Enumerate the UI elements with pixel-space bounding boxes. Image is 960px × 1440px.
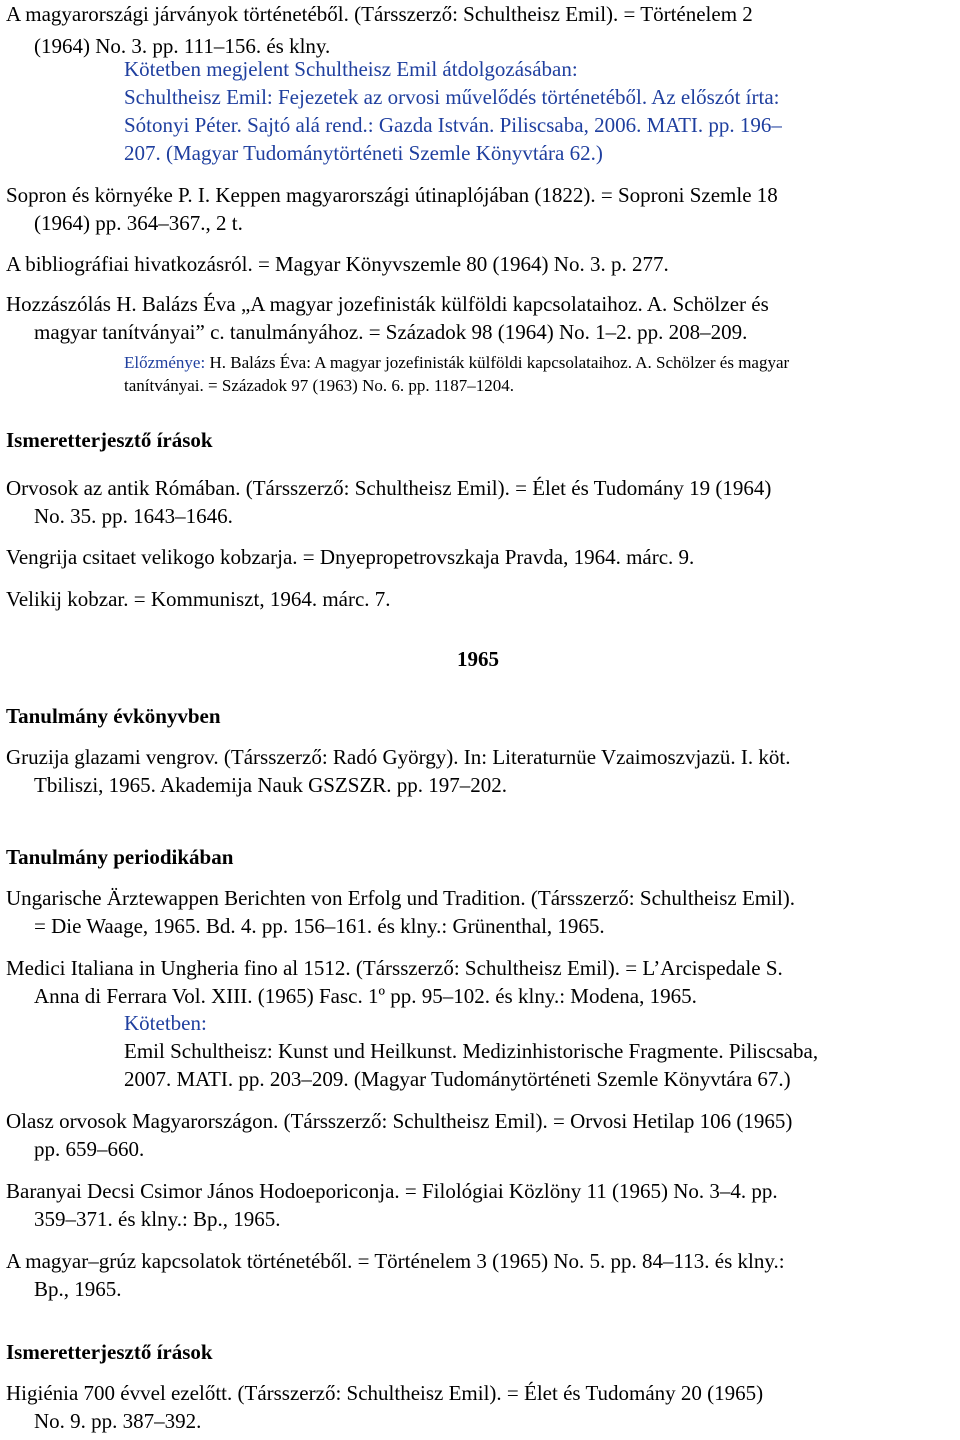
medici-kotetben-label: Kötetben: [124,1011,207,1035]
section-heading-tanulmany-periodikaban: Tanulmány periodikában [6,845,234,869]
kotetben-text-line3: 207. (Magyar Tudománytörténeti Szemle Könyvtára 62.) [124,141,603,165]
entry-baranyai-line2: 359–371. és klny.: Bp., 1965. [34,1207,281,1231]
entry-arztewappen-line2: = Die Waage, 1965. Bd. 4. pp. 156–161. és klny.: Grünenthal, 1965. [34,914,605,938]
entry-hozzaszolas-line2: magyar tanítványai” c. tanulmányához. = Századok 98 (1964) No. 1–2. pp. 208–209. [34,320,748,344]
entry-velikij: Velikij kobzar. = Kommuniszt, 1964. márc. 7. [6,587,391,611]
entry-orvosok-line1: Orvosok az antik Rómában. (Társszerző: Schultheisz Emil). = Élet és Tudomány 19 (1964) [6,476,772,500]
entry-orvosok-line2: No. 35. pp. 1643–1646. [34,504,233,528]
entry-gruzija-line2: Tbiliszi, 1965. Akademija Nauk GSZSZR. pp. 197–202. [34,773,508,797]
entry-magyar-gruz-line2: Bp., 1965. [34,1277,122,1301]
entry-vengrija: Vengrija csitaet velikogo kobzarja. = Dnyepropetrovszkaja Pravda, 1964. márc. 9. [6,545,695,569]
elozmenye-text: H. Balázs Éva: A magyar jozefinisták külföldi kapcsolataihoz. A. Schölzer és magyar [209,353,790,372]
kotetben-label: Kötetben megjelent Schultheisz Emil átdolgozásában: [124,57,578,81]
entry-sopron-line1: Sopron és környéke P. I. Keppen magyarországi útinaplójában (1822). = Soproni Szemle 18 [6,183,778,207]
entry-baranyai-line1: Baranyai Decsi Csimor János Hodoeporiconja. = Filológiai Közlöny 11 (1965) No. 3–4. pp. [6,1179,778,1203]
entry-higienia-line1: Higiénia 700 évvel ezelőtt. (Társszerző: Schultheisz Emil). = Élet és Tudomány 20 (1965) [6,1381,764,1405]
entry-medici-line2: Anna di Ferrara Vol. XIII. (1965) Fasc. 1º pp. 95–102. és klny.: Modena, 1965. [34,984,697,1008]
entry-arztewappen-line1: Ungarische Ärztewappen Berichten von Erfolg und Tradition. (Társszerző: Schultheisz Emil). [6,886,796,910]
entry-jarvanyok-line2: (1964) No. 3. pp. 111–156. és klny. [34,34,331,58]
entry-magyar-gruz-line1: A magyar–grúz kapcsolatok történetéből. = Történelem 3 (1965) No. 5. pp. 84–113. és klny.: [6,1249,785,1273]
kotetben-text-line2: Sótonyi Péter. Sajtó alá rend.: Gazda István. Piliscsaba, 2006. MATI. pp. 196– [124,113,782,137]
elozmenye-line2: tanítványai. = Századok 97 (1963) No. 6. pp. 1187–1204. [124,376,514,395]
entry-jarvanyok-line1: A magyarországi járványok történetéből. (Társszerző: Schultheisz Emil). = Történelem 2 [6,2,753,26]
year-heading-1965: 1965 [457,647,499,671]
entry-olasz-line2: pp. 659–660. [34,1137,145,1161]
kotetben-text-line1: Schultheisz Emil: Fejezetek az orvosi művelődés történetéből. Az előszót írta: [124,85,780,109]
section-heading-ismeretterjeszto-1965: Ismeretterjesztő írások [6,1340,213,1364]
entry-higienia-line2: No. 9. pp. 387–392. [34,1409,202,1433]
entry-medici-line1: Medici Italiana in Ungheria fino al 1512. (Társszerző: Schultheisz Emil). = L’Arcispedale S. [6,956,783,980]
entry-bibliografiai-line1: A bibliográfiai hivatkozásról. = Magyar Könyvszemle 80 (1964) No. 3. p. 277. [6,252,669,276]
entry-sopron-line2: (1964) pp. 364–367., 2 t. [34,211,243,235]
section-heading-ismeretterjeszto-1964: Ismeretterjesztő írások [6,428,213,452]
section-heading-tanulmany-evkonyvben: Tanulmány évkönyvben [6,704,221,728]
elozmenye-label: Előzménye: [124,353,206,372]
entry-hozzaszolas-line1: Hozzászólás H. Balázs Éva „A magyar jozefinisták külföldi kapcsolataihoz. A. Schölzer és [6,292,769,316]
entry-gruzija-line1: Gruzija glazami vengrov. (Társszerző: Radó György). In: Literaturnüe Vzaimoszvjazü. I. köt. [6,745,791,769]
medici-kotetben-line1: Emil Schultheisz: Kunst und Heilkunst. Medizinhistorische Fragmente. Piliscsaba, [124,1039,819,1063]
entry-olasz-line1: Olasz orvosok Magyarországon. (Társszerző: Schultheisz Emil). = Orvosi Hetilap 106 (1965) [6,1109,793,1133]
elozmenye-line1 [124,354,789,371]
medici-kotetben-line2: 2007. MATI. pp. 203–209. (Magyar Tudománytörténeti Szemle Könyvtára 67.) [124,1067,791,1091]
